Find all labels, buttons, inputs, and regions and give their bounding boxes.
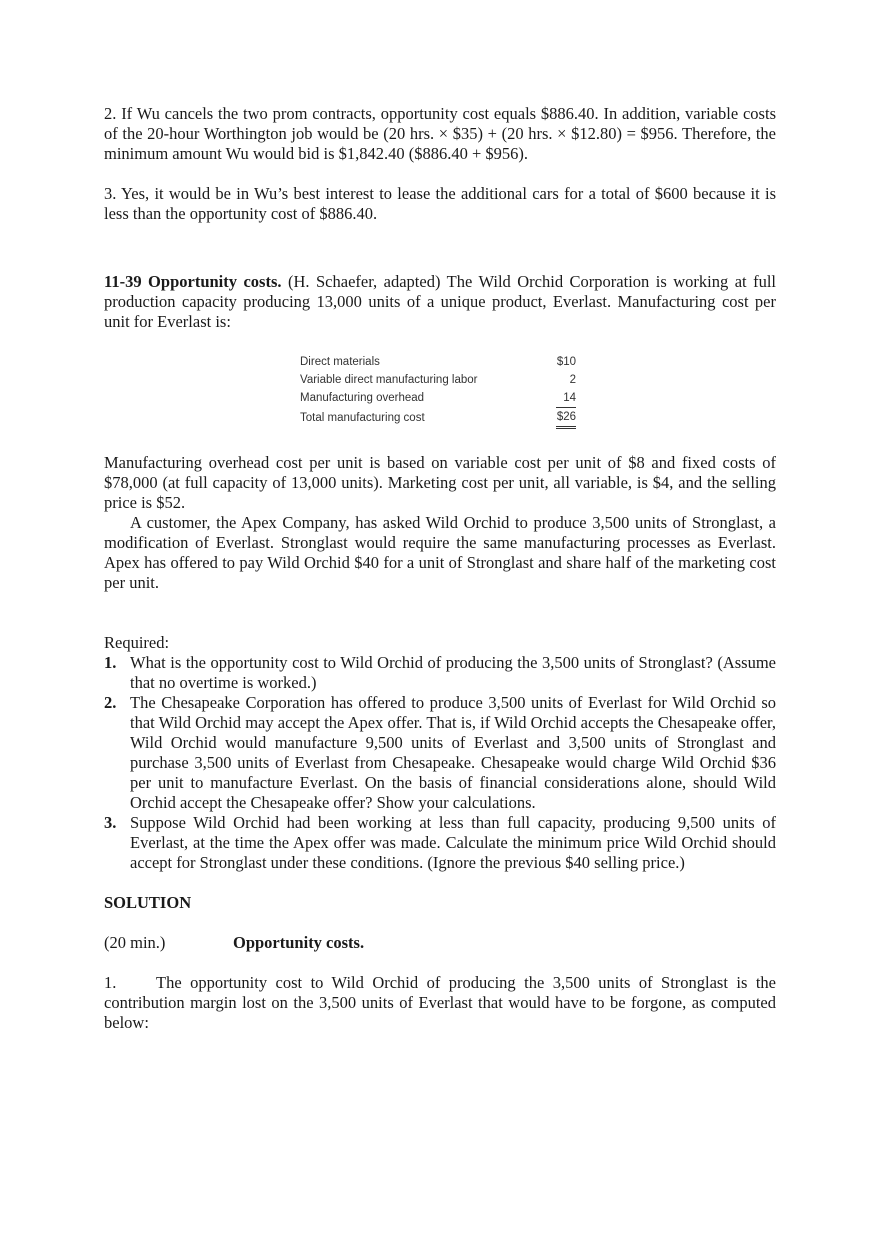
required-label: Required: [104,633,170,652]
problem-para-2: A customer, the Apex Company, has asked Wild Orchid to produce 3,500 units of Stronglast, a modification of Everlast. Stronglast would require the same manufacturing processes as Everlast. Apex has offered to pay Wild Orchid $40 for a unit of Stronglast and share half of the marketing cost per unit. [104,513,776,592]
required-list [104,653,776,873]
cost-row [300,353,576,371]
cost-row [300,371,576,389]
required-item-number: 1. [104,653,117,672]
required-item-number: 2. [104,693,117,712]
required-item-text: What is the opportunity cost to Wild Orchid of producing the 3,500 units of Stronglast? (Assume that no overtime is worked.) [130,653,776,692]
required-item [104,693,776,813]
required-item-number: 3. [104,813,117,832]
solution-part-1-number: 1. [104,973,117,992]
problem-heading: 11-39 Opportunity costs. [104,272,282,291]
cost-label: Variable direct manufacturing labor [300,374,478,386]
required-item-text: The Chesapeake Corporation has offered to produce 3,500 units of Everlast for Wild Orchid so that Wild Orchid may accept the Apex offer. That is, if Wild Orchid accepts the Chesapeake offer, Wild Orchid would manufacture 9,500 units of Everlast and 3,500 units of Stronglast and purchase 3,500 units of Everlast from Chesapeake. Chesapeake would charge Wild Orchid $36 per unit to manufacture Everlast. On the basis of financial considerations alone, should Wild Orchid accept the Chesapeake offer? Show your calculations. [130,693,776,812]
cost-table [300,353,576,429]
cost-label: Total manufacturing cost [300,411,425,424]
cost-value: 2 [569,374,576,386]
answer-2: 2. If Wu cancels the two prom contracts, opportunity cost equals $886.40. In addition, variable costs of the 20-hour Worthington job would be (20 hrs. × $35) + (20 hrs. × $12.80) = $956. Therefore, the minimum amount Wu would bid is $1,842.40 ($886.40 + $956). [104,104,776,163]
problem-intro-text: (H. Schaefer, adapted) The Wild Orchid Corporation is working at full production capacity producing 13,000 units of a unique product, Everlast. Manufacturing cost per unit for Everlast is: [104,272,776,331]
cost-label: Manufacturing overhead [300,392,425,405]
problem-para-1: Manufacturing overhead cost per unit is based on variable cost per unit of $8 and fixed costs of $78,000 (at full capacity of 13,000 units). Marketing cost per unit, all variable, is $4, and the selling price is $52. [104,453,776,512]
cost-total-value: $26 [556,408,576,428]
problem-intro [104,272,776,332]
document-page [104,104,776,1033]
cost-value: $10 [556,356,576,368]
cost-label: Direct materials [300,356,380,368]
solution-time: (20 min.) [104,933,166,952]
required-item-text: Suppose Wild Orchid had been working at less than full capacity, producing 9,500 units of Everlast, at the time the Apex offer was made. Calculate the minimum price Wild Orchid should accept for Stronglast under these conditions. (Ignore the previous $40 selling price.) [130,813,776,872]
required-item [104,813,776,873]
cost-row [300,389,576,408]
solution-part-1-text: The opportunity cost to Wild Orchid of producing the 3,500 units of Stronglast is the contribution margin lost on the 3,500 units of Everlast that would have to be forgone, as computed below: [104,973,776,1032]
solution-meta [104,933,776,953]
cost-total-row [300,408,576,428]
required-item [104,653,776,693]
solution-heading: SOLUTION [104,893,192,912]
cost-value: 14 [556,389,576,408]
solution-topic: Opportunity costs. [233,933,365,952]
answer-3: 3. Yes, it would be in Wu’s best interest to lease the additional cars for a total of $600 because it is less than the opportunity cost of $886.40. [104,184,776,223]
solution-part-1 [104,973,776,1033]
